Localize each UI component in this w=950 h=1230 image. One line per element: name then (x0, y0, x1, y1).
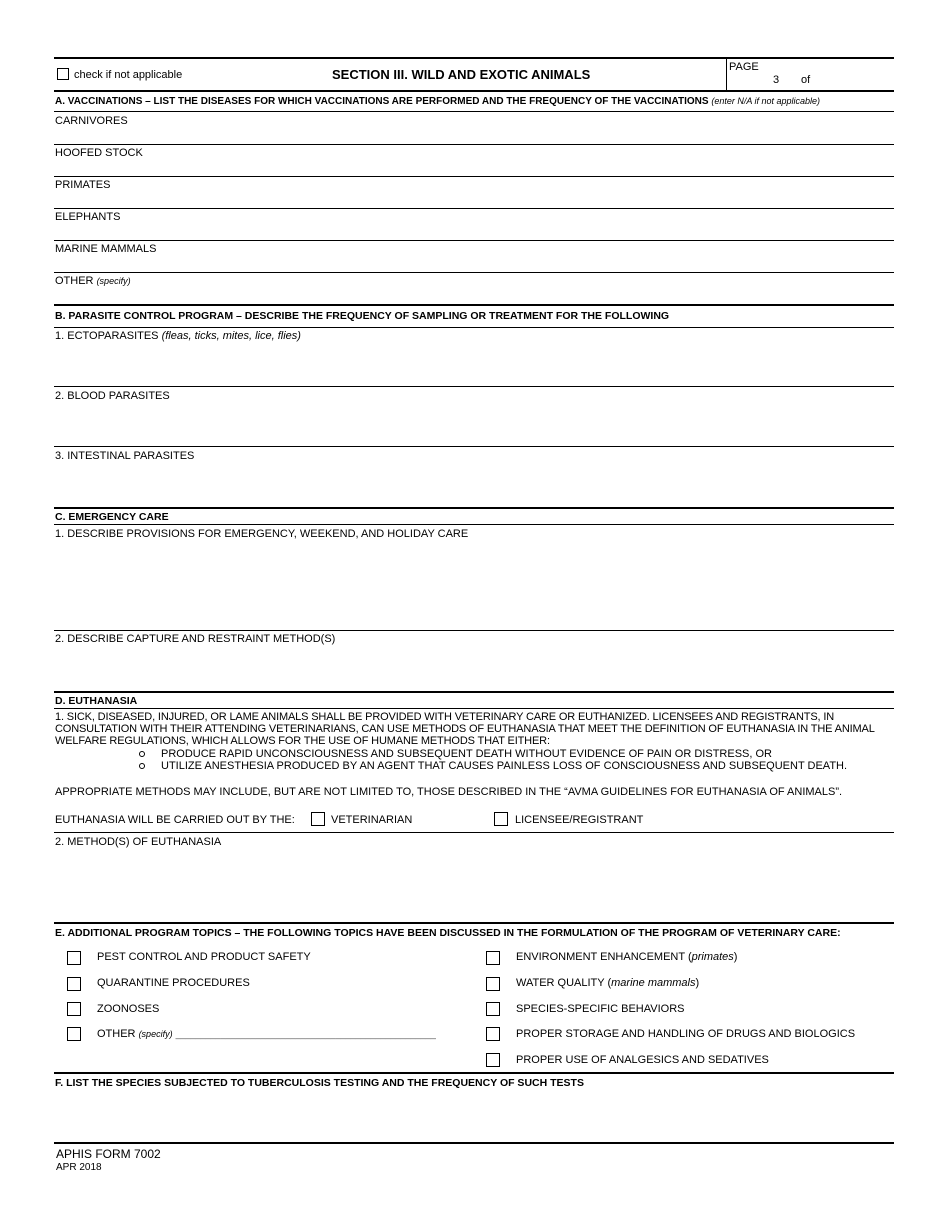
other-topic-checkbox[interactable] (67, 1027, 81, 1041)
pest-control-checkbox[interactable] (67, 951, 81, 965)
avma-note: APPROPRIATE METHODS MAY INCLUDE, BUT ARE NOT LIMITED TO, THOSE DESCRIBED IN THE “AVMA GUIDELINES FOR EUTHANASIA OF ANIMALS”. (55, 786, 843, 798)
drug-storage-label: PROPER STORAGE AND HANDLING OF DRUGS AND BIOLOGICS (516, 1028, 856, 1040)
bullet-icon (139, 763, 145, 769)
capture-restraint-label: 2. DESCRIBE CAPTURE AND RESTRAINT METHOD(S) (55, 633, 336, 645)
top-rule (54, 57, 894, 59)
environment-enhancement-checkbox[interactable] (486, 951, 500, 965)
section-title: SECTION III. WILD AND EXOTIC ANIMALS (332, 67, 591, 82)
other-topic-label: OTHER (specify) ____________________________________________________ (97, 1028, 436, 1040)
section-b-heading: B. PARASITE CONTROL PROGRAM – DESCRIBE THE FREQUENCY OF SAMPLING OR TREATMENT FOR THE FOLLOWING (55, 310, 670, 322)
zoonoses-label: ZOONOSES (97, 1003, 160, 1015)
euthanasia-methods-label: 2. METHOD(S) OF EUTHANASIA (55, 836, 222, 848)
blood-parasites-label: 2. BLOOD PARASITES (55, 390, 170, 402)
species-behaviors-checkbox[interactable] (486, 1002, 500, 1016)
page-number: 3 (773, 74, 780, 86)
drug-storage-checkbox[interactable] (486, 1027, 500, 1041)
emergency-care-label: 1. DESCRIBE PROVISIONS FOR EMERGENCY, WEEKEND, AND HOLIDAY CARE (55, 528, 469, 540)
section-e-heading: E. ADDITIONAL PROGRAM TOPICS – THE FOLLOWING TOPICS HAVE BEEN DISCUSSED IN THE FORMULATION OF THE PROGRAM OF VETERINARY CARE: (55, 927, 841, 939)
quarantine-label: QUARANTINE PROCEDURES (97, 977, 250, 989)
vaccination-other-label: OTHER (specify) (55, 275, 131, 287)
vaccination-hoofed-stock-label: HOOFED STOCK (55, 147, 143, 159)
environment-enhancement-label: ENVIRONMENT ENHANCEMENT (primates) (516, 951, 738, 963)
header-bottom-rule (54, 90, 894, 92)
form-date: APR 2018 (56, 1162, 102, 1173)
licensee-registrant-label: LICENSEE/REGISTRANT (515, 814, 644, 826)
not-applicable-label: check if not applicable (74, 69, 183, 81)
section-f-heading: F. LIST THE SPECIES SUBJECTED TO TUBERCULOSIS TESTING AND THE FREQUENCY OF SUCH TESTS (55, 1077, 584, 1089)
water-quality-checkbox[interactable] (486, 977, 500, 991)
pest-control-label: PEST CONTROL AND PRODUCT SAFETY (97, 951, 311, 963)
veterinarian-label: VETERINARIAN (331, 814, 413, 826)
page-box-divider (726, 57, 727, 90)
not-applicable-checkbox[interactable] (57, 68, 69, 80)
analgesics-label: PROPER USE OF ANALGESICS AND SEDATIVES (516, 1054, 769, 1066)
quarantine-checkbox[interactable] (67, 977, 81, 991)
water-quality-label: WATER QUALITY (marine mammals) (516, 977, 700, 989)
other-topic-line[interactable]: ____________________________________________________ (175, 1029, 436, 1039)
intestinal-parasites-label: 3. INTESTINAL PARASITES (55, 450, 195, 462)
euthanasia-bullet-1: PRODUCE RAPID UNCONSCIOUSNESS AND SUBSEQUENT DEATH WITHOUT EVIDENCE OF PAIN OR DISTRESS, OR (139, 748, 772, 760)
euthanasia-bullet-2: UTILIZE ANESTHESIA PRODUCED BY AN AGENT THAT CAUSES PAINLESS LOSS OF CONSCIOUSNESS AND SUBSEQUENT DEATH. (139, 760, 847, 772)
page-label: PAGE (729, 61, 759, 73)
section-d-heading: D. EUTHANASIA (55, 695, 138, 707)
vaccination-carnivores-label: CARNIVORES (55, 115, 128, 127)
species-behaviors-label: SPECIES-SPECIFIC BEHAVIORS (516, 1003, 685, 1015)
section-a-heading: A. VACCINATIONS – LIST THE DISEASES FOR WHICH VACCINATIONS ARE PERFORMED AND THE FREQUENCY OF THE VACCINATIONS (enter N/A if not applicable) (55, 96, 821, 107)
section-c-heading: C. EMERGENCY CARE (55, 511, 169, 523)
vaccination-primates-label: PRIMATES (55, 179, 111, 191)
veterinarian-checkbox[interactable] (311, 812, 325, 826)
form-name: APHIS FORM 7002 (56, 1147, 161, 1161)
euthanasia-paragraph: 1. SICK, DISEASED, INJURED, OR LAME ANIMALS SHALL BE PROVIDED WITH VETERINARY CARE OR EUTHANIZED. LICENSEES AND REGISTRANTS, IN CONSULTATION WITH THEIR ATTENDING VETERINARIANS, CAN USE METHODS OF EUTHANASIA THAT MEET THE DEFINITION OF EUTHANASIA IN THE ANIMAL WELFARE REGULATIONS, WHICH ALLOWS FOR THE USE OF HUMANE METHODS THAT EITHER: (55, 711, 875, 747)
analgesics-checkbox[interactable] (486, 1053, 500, 1067)
vaccination-marine-mammals-label: MARINE MAMMALS (55, 243, 157, 255)
licensee-registrant-checkbox[interactable] (494, 812, 508, 826)
euthanasia-carried-out-label: EUTHANASIA WILL BE CARRIED OUT BY THE: (55, 814, 295, 826)
zoonoses-checkbox[interactable] (67, 1002, 81, 1016)
vaccination-elephants-label: ELEPHANTS (55, 211, 121, 223)
ectoparasites-label: 1. ECTOPARASITES (fleas, ticks, mites, lice, flies) (55, 330, 301, 342)
bullet-icon (139, 751, 145, 757)
page-of-label: of (801, 74, 811, 86)
